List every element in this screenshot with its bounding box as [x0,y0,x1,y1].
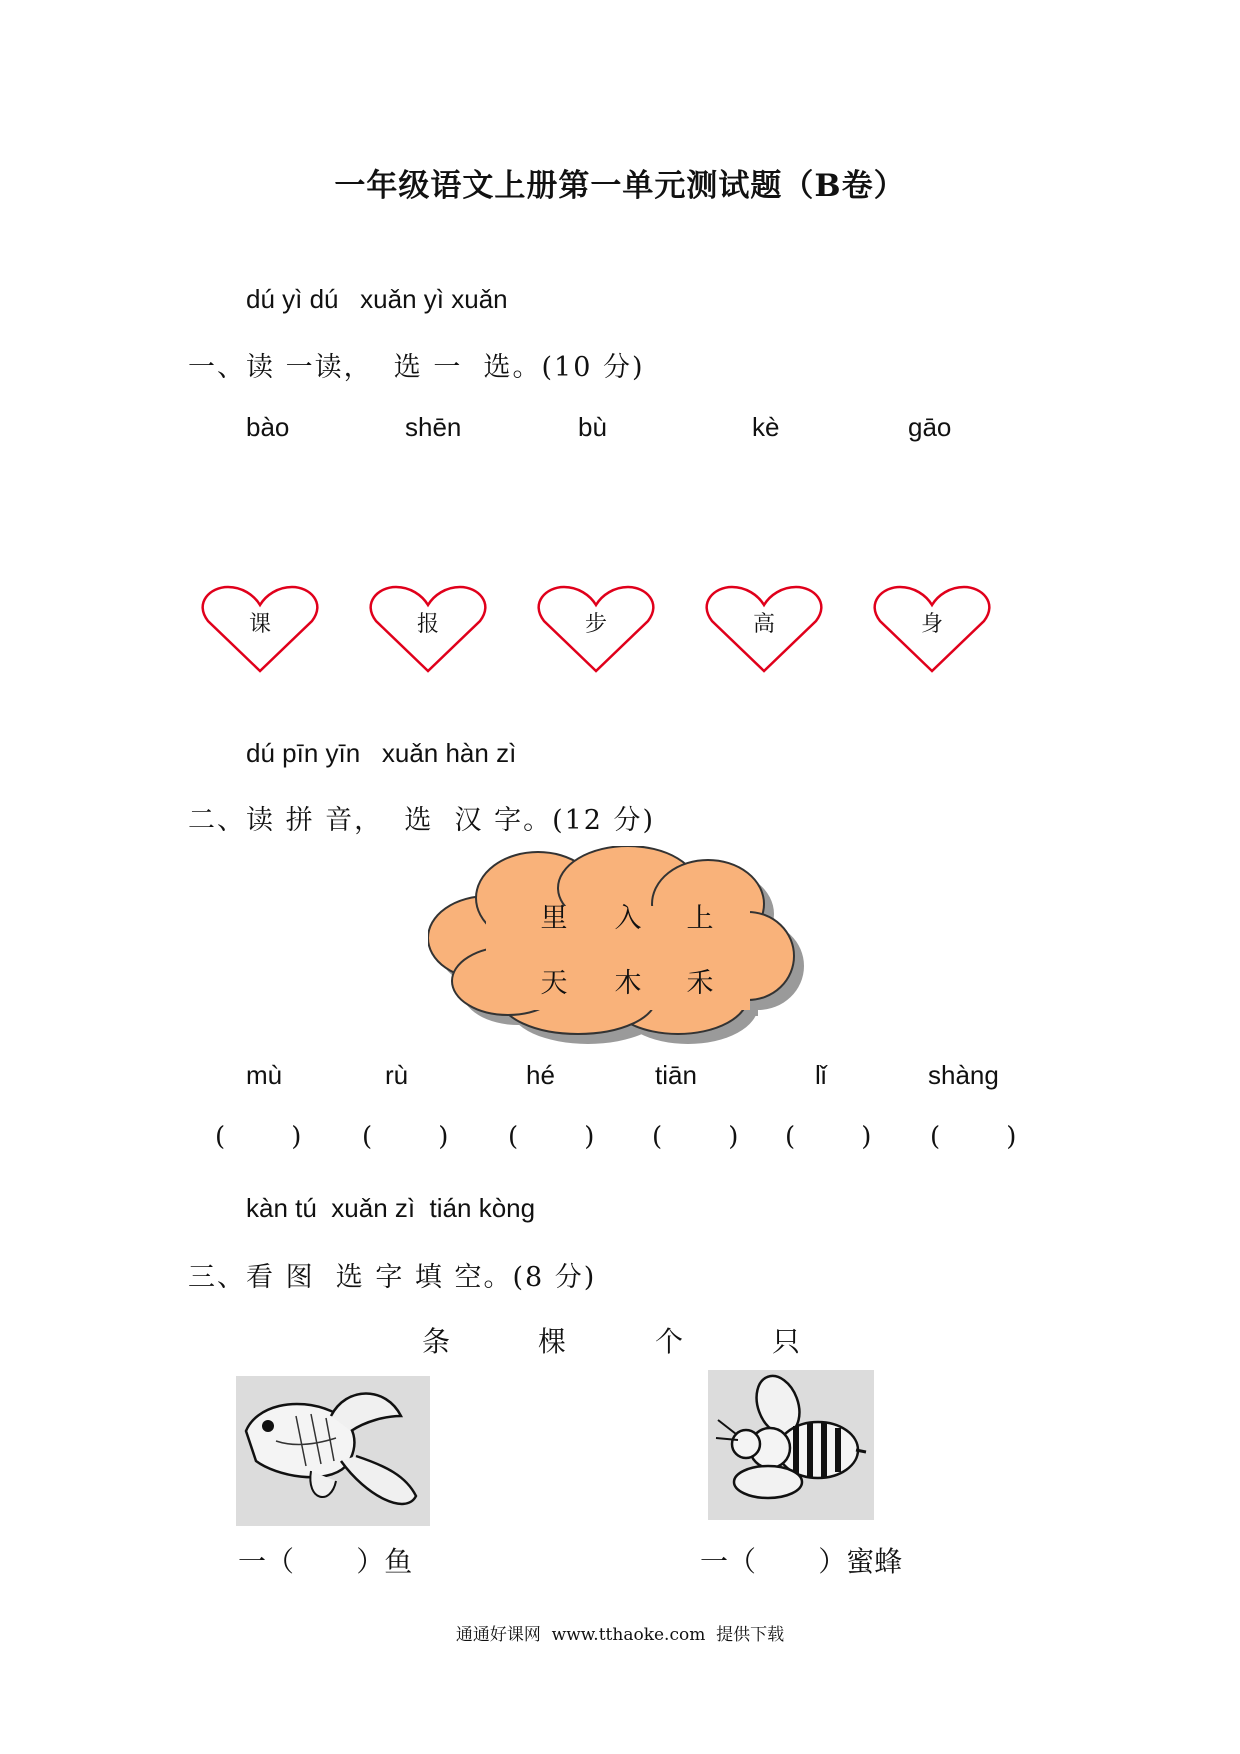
heart-row [200,585,1020,675]
q2-heading: 二、读 拼 音， 选 汉 字。(12 分) [188,805,656,836]
choice-word: 棵 [538,1325,567,1358]
heart-char: 报 [416,612,439,637]
q2-pinyin-5: lǐ [815,1060,827,1090]
q1-pinyin-header: dú yì dú xuǎn yì xuǎn [246,284,508,314]
cloud-char: 上 [686,903,714,934]
choice-word: 条 [422,1325,451,1358]
heart-2 [368,585,488,675]
answer-blank-2[interactable]: ( ) [362,1122,449,1152]
q2-pinyin-header: dú pīn yīn xuǎn hàn zì [246,738,517,768]
cloud-shape [428,846,808,1046]
cloud-char: 里 [540,903,568,934]
heart-3 [536,585,656,675]
q1-pinyin-3: bù [578,412,607,442]
heart-char: 高 [752,612,775,637]
q2-pinyin-3: hé [526,1060,555,1090]
answer-blank-4[interactable]: ( ) [652,1122,739,1152]
q1-heading: 一、读 一读， 选 一 选。(10 分) [188,352,645,383]
q3-pinyin-header: kàn tú xuǎn zì tián kòng [246,1193,536,1223]
page-title: 一年级语文上册第一单元测试题（B卷） [334,168,906,204]
fill-fish[interactable]: 一（ ）鱼 [238,1545,413,1578]
footer-credit: 通通好课网 www.tthaoke.com 提供下载 [455,1625,785,1645]
goldfish-icon [236,1376,430,1526]
q2-pinyin-1: mù [246,1060,283,1090]
answer-blank-5[interactable]: ( ) [785,1122,872,1152]
answer-blank-6[interactable]: ( ) [930,1122,1017,1152]
q1-pinyin-4: kè [752,412,780,442]
cloud-char: 天 [540,968,568,999]
q1-pinyin-2: shēn [405,412,462,442]
heart-char: 身 [920,612,943,637]
cloud [428,846,808,1046]
q3-heading: 三、看 图 选 字 填 空。(8 分) [188,1262,597,1293]
q2-pinyin-4: tiān [655,1060,697,1090]
heart-4 [704,585,824,675]
fill-bee[interactable]: 一（ ）蜜蜂 [700,1545,903,1578]
heart-char: 课 [248,612,271,637]
choice-word: 只 [772,1325,801,1358]
heart-char: 步 [584,612,607,637]
cloud-char: 禾 [686,968,714,999]
fish-picture [236,1376,430,1526]
bee-picture [708,1370,874,1520]
q2-pinyin-6: shàng [928,1060,999,1090]
heart-5 [872,585,992,675]
q1-pinyin-1: bào [246,412,290,442]
cloud-char: 木 [614,968,642,999]
heart-1 [200,585,320,675]
choice-word: 个 [655,1325,684,1358]
bee-icon [708,1370,874,1520]
answer-blank-3[interactable]: ( ) [508,1122,595,1152]
answer-blank-1[interactable]: ( ) [215,1122,302,1152]
cloud-char: 入 [614,903,642,934]
q1-pinyin-5: gāo [908,412,952,442]
q2-pinyin-2: rù [385,1060,409,1090]
